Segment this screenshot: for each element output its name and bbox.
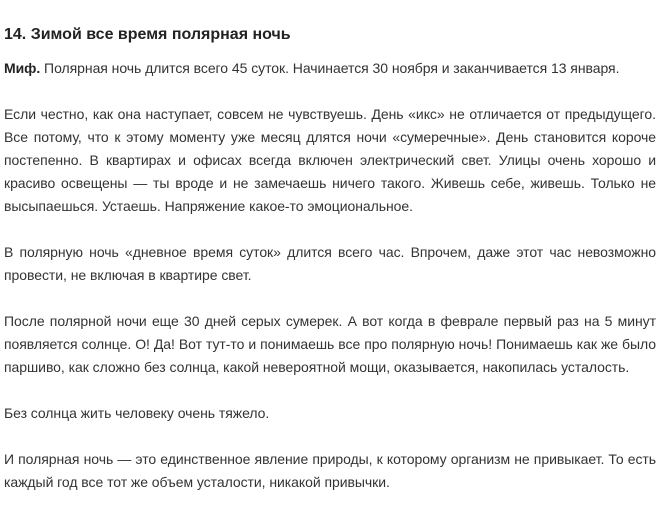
myth-label: Миф. [4, 60, 41, 76]
paragraph-2: В полярную ночь «дневное время суток» длится всего час. Впрочем, даже этот час невозможно провести, не включая в квартире свет. [4, 244, 656, 283]
article-heading: 14. Зимой все время полярная ночь [4, 26, 291, 43]
myth-text: Полярная ночь длится всего 45 суток. Начинается 30 ноября и заканчивается 13 января. [40, 60, 620, 76]
myth-paragraph [4, 57, 656, 80]
paragraph-3: После полярной ночи еще 30 дней серых сумерек. А вот когда в феврале первый раз на 5 минут появляется солнце. О! Да! Вот тут-то и понимаешь все про полярную ночь! Понимаешь как же было паршиво, как сложно без солнца, какой невероятной мощи, оказывается, накопилась усталость. [4, 313, 656, 375]
article [4, 0, 656, 494]
paragraph-1: Если честно, как она наступает, совсем не чувствуешь. День «икс» не отличается от предыдущего. Все потому, что к этому моменту уже месяц длятся ночи «сумеречные». День становится короче постепенно. В квартирах и офисах всегда включен электрический свет. Улицы очень хорошо и красиво освещены — ты вроде и не замечаешь ничего такого. Живешь себе, живешь. Только не высыпаешься. Устаешь. Напряжение какое-то эмоциональное. [4, 106, 656, 214]
paragraph-5: И полярная ночь — это единственное явление природы, к которому организм не привыкает. То есть каждый год все тот же объем усталости, никакой привычки. [4, 451, 656, 490]
paragraph-4: Без солнца жить человеку очень тяжело. [4, 405, 270, 421]
